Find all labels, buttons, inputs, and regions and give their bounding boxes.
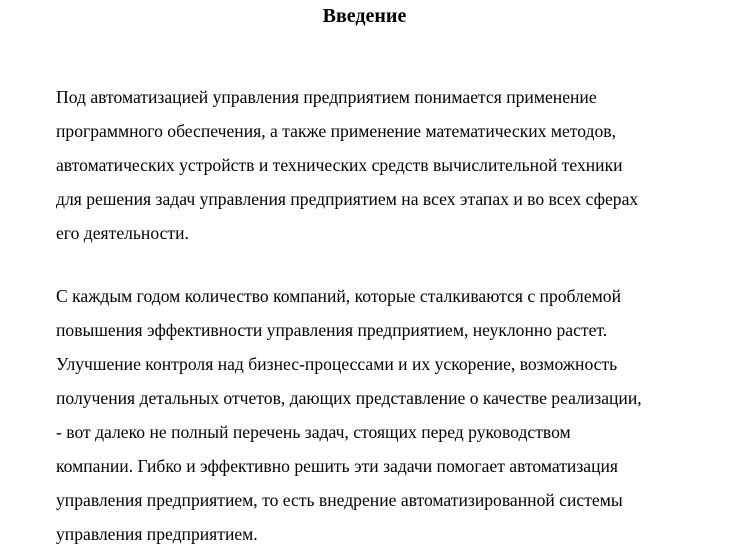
- paragraph-line: Под автоматизацией управления предприятием понимается применение: [56, 87, 597, 107]
- paragraph-line: получения детальных отчетов, дающих представление о качестве реализации,: [56, 388, 642, 408]
- paragraph-line: компании. Гибко и эффективно решить эти задачи помогает автоматизация: [56, 456, 619, 476]
- paragraph-line: для решения задач управления предприятием на всех этапах и во всех сферах: [56, 189, 639, 209]
- page-title: Введение: [322, 5, 407, 27]
- paragraph-line: его деятельности.: [56, 223, 189, 243]
- paragraph-line: - вот далеко не полный перечень задач, стоящих перед руководством: [56, 422, 571, 442]
- paragraph-line: управления предприятием, то есть внедрение автоматизированной системы: [56, 490, 623, 510]
- paragraph-line: программного обеспечения, а также применение математических методов,: [56, 121, 616, 141]
- paragraph-line: управления предприятием.: [56, 524, 258, 544]
- paragraph-line: повышения эффективности управления предприятием, неуклонно растет.: [56, 320, 608, 340]
- paragraph-line: автоматических устройств и технических средств вычислительной техники: [56, 155, 623, 175]
- paragraph-line: Улучшение контроля над бизнес-процессами и их ускорение, возможность: [56, 354, 618, 374]
- paragraph-line: С каждым годом количество компаний, которые сталкиваются с проблемой: [56, 286, 621, 306]
